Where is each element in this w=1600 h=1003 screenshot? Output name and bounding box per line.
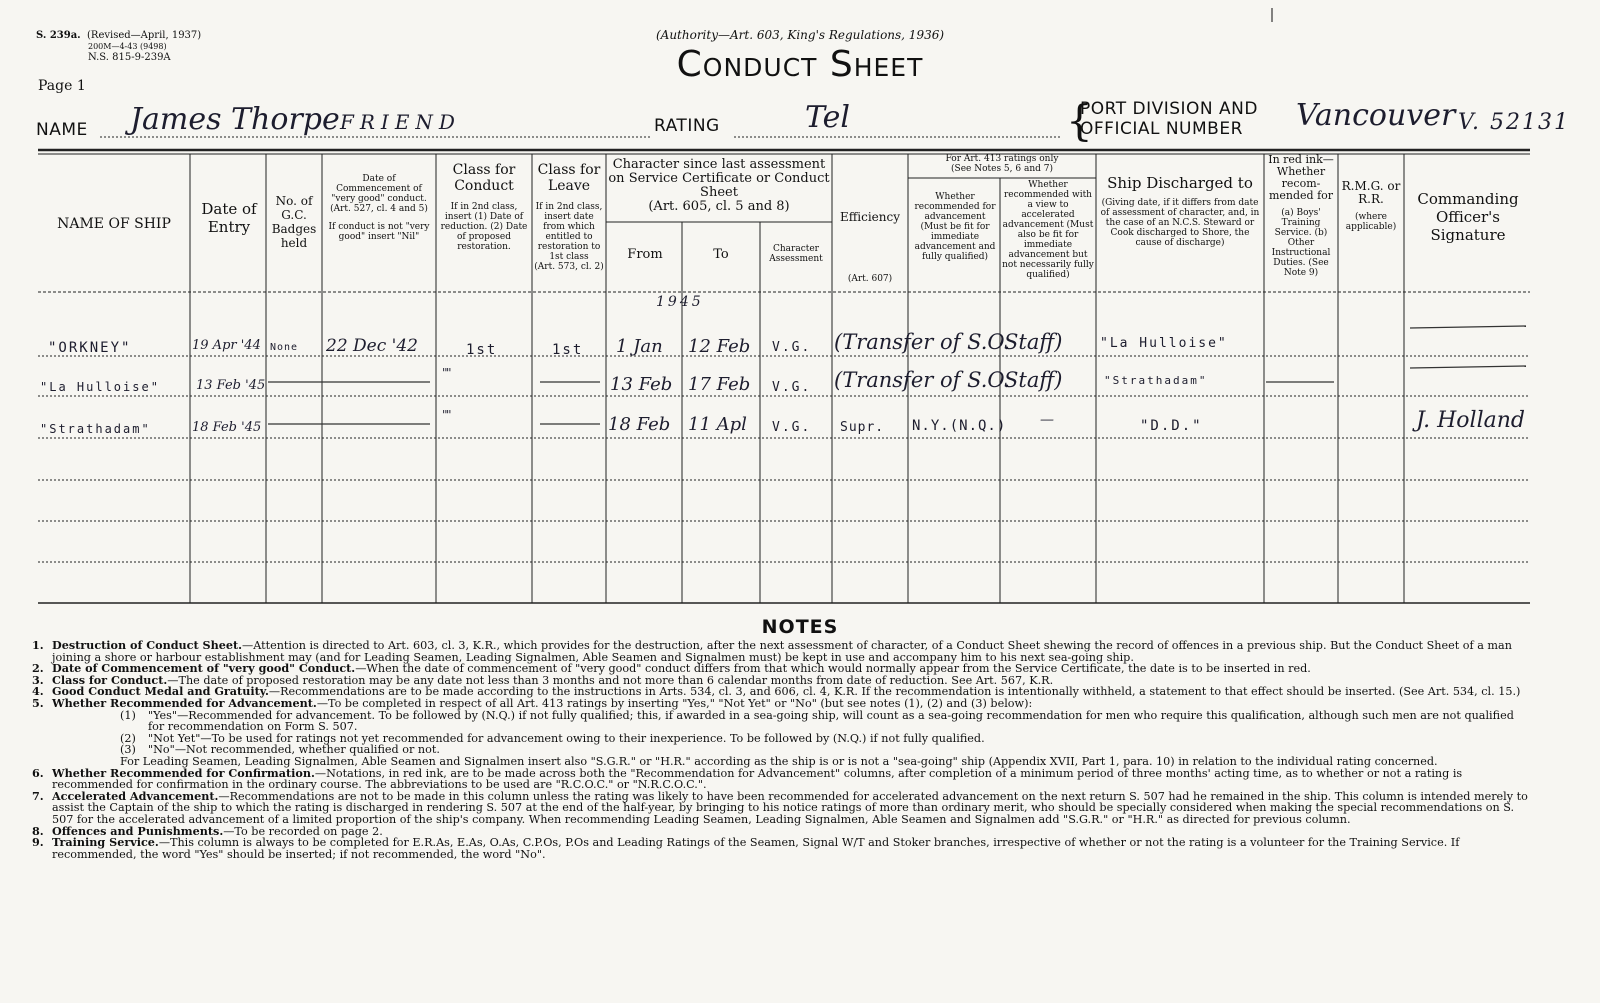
note-item bbox=[32, 640, 1532, 663]
row-to: 12 Feb bbox=[688, 336, 751, 357]
note-item bbox=[32, 837, 1532, 860]
year-note: 1945 bbox=[656, 294, 704, 310]
port-value: Vancouver bbox=[1296, 98, 1456, 133]
note-item bbox=[32, 765, 1532, 792]
row-character: V.G. bbox=[772, 340, 812, 355]
col-date-of-entry: Date of Entry bbox=[201, 200, 257, 236]
col-character bbox=[608, 158, 830, 214]
note-item bbox=[32, 695, 1532, 710]
row-ship: "La Hulloise" bbox=[40, 380, 160, 394]
note-text: —To be completed in respect of all Art. 413 ratings by inserting "Yes," "Not Yet" or "No" (but see notes (1), (2) and (3) below): bbox=[316, 696, 1033, 710]
note-heading: Training Service. bbox=[52, 835, 159, 850]
form-number: S. 239a. bbox=[36, 30, 81, 41]
row-class-conduct: 1st bbox=[466, 342, 498, 358]
col-very-good-note: If conduct is not "very good" insert "Nil" bbox=[328, 222, 430, 242]
col-ship-discharged-note: (Giving date, if it differs from date of assessment of character, and, in the case of an N.C.S. Steward or Cook discharged to Shore, the cause of discharge) bbox=[1100, 198, 1260, 248]
col-class-conduct-note: If in 2nd class, insert (1) Date of reduction. (2) Date of proposed restoration. bbox=[440, 202, 528, 252]
col-from: From bbox=[627, 247, 663, 262]
note-text: —The date of proposed restoration may be any date not less than 3 months and not more than 6 calendar months from date of reduction. See Art. 567, K.R. bbox=[167, 673, 1054, 687]
col-efficiency-ref: (Art. 607) bbox=[847, 274, 893, 284]
col-class-leave-title: Class for Leave bbox=[537, 162, 601, 194]
row-efficiency: (Transfer of S.O. bbox=[834, 368, 1011, 392]
note-heading: Destruction of Conduct Sheet. bbox=[52, 638, 243, 652]
note-number: 2. bbox=[32, 661, 44, 676]
note-number: 7. bbox=[32, 788, 44, 803]
port-label-1: PORT DIVISION AND bbox=[1080, 99, 1258, 119]
ns-reference: N.S. 815-9-239A bbox=[88, 52, 171, 63]
note-sub-number: (2) bbox=[120, 731, 136, 745]
note-text: —Recommendations are not to be made in this column unless the rating was likely to have been recommended for accelerated advancement on the next return S. 507 had he remained in the ship. This column is intended merely to assist the Captain of the ship to which the rating is discharged in rendering S. 507 at the end of the half-year, by bringing to his notice ratings of more than ordinary merit, who should be specially considered when making the special recommendations on S. 507 for the accelerated advancement of a limited proportion of the ship's company. When recommending Leading Seamen, Leading Signalmen, Able Seamen and Signalmen add "S.G.R." or "H.R." as directed for previous column. bbox=[52, 789, 1528, 826]
note-number: 5. bbox=[32, 695, 44, 710]
row-class-conduct: " bbox=[446, 408, 452, 422]
row-character: V.G. bbox=[772, 420, 812, 435]
note-heading: Whether Recommended for Advancement. bbox=[52, 695, 317, 710]
row-very-good: 22 Dec '42 bbox=[326, 336, 418, 356]
row-to: 17 Feb bbox=[688, 374, 751, 395]
col-art413 bbox=[910, 154, 1094, 174]
rating-label: RATING bbox=[654, 116, 720, 136]
col-class-conduct bbox=[438, 162, 530, 252]
col-efficiency: Efficiency bbox=[839, 210, 900, 224]
col-whether-advancement: Whether recommended for advancement (Must be fit for immediate advancement and fully qualified) bbox=[914, 192, 996, 262]
note-heading: Whether Recommended for Confirmation. bbox=[52, 765, 315, 780]
page-number: Page 1 bbox=[38, 78, 86, 94]
col-ship-discharged-title: Ship Discharged to bbox=[1107, 174, 1253, 192]
name-surname-value: FRIEND bbox=[340, 110, 461, 134]
col-character-assessment: Character Assessment bbox=[769, 244, 823, 264]
row-very-good: " bbox=[442, 366, 448, 380]
note-heading: Date of Commencement of "very good" Conduct. bbox=[52, 661, 356, 676]
col-co-signature: Commanding Officer's Signature bbox=[1417, 190, 1519, 244]
note-heading: Class for Conduct. bbox=[52, 672, 168, 687]
col-red-ink bbox=[1266, 154, 1336, 278]
note-text: —When the date of commencement of "very good" conduct differs from that which would normally appear from the Service Certificate, the date is to be inserted in red. bbox=[355, 662, 1311, 676]
official-number-value: V. 52131 bbox=[1458, 110, 1571, 135]
col-class-leave bbox=[534, 162, 604, 272]
row-to: 11 Apl bbox=[688, 414, 747, 435]
name-label: NAME bbox=[36, 120, 88, 140]
col-rmg-note: (where applicable) bbox=[1345, 212, 1397, 232]
col-art413-ref: (See Notes 5, 6 and 7) bbox=[951, 164, 1053, 174]
rating-value: Tel bbox=[805, 100, 851, 135]
row-advancement: N.Y.(N.Q.) bbox=[912, 418, 1007, 434]
note-number: 3. bbox=[32, 672, 44, 687]
row-entry: 18 Feb '45 bbox=[192, 420, 262, 435]
col-character-title: Character since last assessment on Service Certificate or Conduct Sheet bbox=[608, 157, 830, 200]
row-very-good: " bbox=[442, 408, 448, 422]
col-ship-discharged bbox=[1098, 174, 1262, 248]
row-ship: "ORKNEY" bbox=[48, 340, 132, 356]
print-reference: 200M—4-43 (9498) bbox=[88, 42, 167, 51]
col-red-ink-note: (a) Boys' Training Service. (b) Other Instructional Duties. (See Note 9) bbox=[1271, 208, 1331, 278]
row-class-leave: 1st bbox=[552, 342, 584, 358]
col-rmg bbox=[1340, 180, 1402, 232]
row-discharged: "D.D." bbox=[1140, 418, 1203, 434]
col-gc-badges: No. of G.C. Badges held bbox=[271, 194, 317, 250]
row-ship: "Strathadam" bbox=[40, 422, 151, 436]
note-text: —This column is always to be completed for E.R.As, E.As, O.As, C.P.Os, P.Os and Leading Ratings of the Seamen, Signal W/T and Stoker branches, irrespective of whether or not the rating is a volunteer for the Training Service. If recommended, the word "Yes" should be inserted; if not recommended, the word "No". bbox=[52, 836, 1460, 861]
row-from: 18 Feb bbox=[608, 414, 671, 435]
row-advancement: Staff) bbox=[1004, 368, 1063, 392]
note-number: 1. bbox=[32, 638, 44, 652]
note-sub-number: (3) bbox=[120, 743, 136, 757]
note-heading: Good Conduct Medal and Gratuity. bbox=[52, 684, 269, 699]
col-class-leave-ref: (Art. 573, cl. 2) bbox=[534, 262, 604, 272]
note-sub-text: "Yes"—Recommended for advancement. To be followed by (N.Q.) if not fully qualified; this, if awarded in a sea-going ship, will count as a sea-going recommendation for men who require this qualification, although such men are not qualified for recommendation on Form S. 507. bbox=[148, 708, 1514, 734]
col-class-conduct-title: Class for Conduct bbox=[452, 162, 516, 194]
row-from: 1 Jan bbox=[616, 336, 663, 357]
row-efficiency: (Transfer of S.O. bbox=[834, 330, 1011, 354]
revised-date: (Revised—April, 1937) bbox=[87, 30, 202, 41]
notes-section bbox=[32, 640, 1532, 860]
note-number: 8. bbox=[32, 823, 44, 838]
row-character: V.G. bbox=[772, 380, 812, 395]
row-from: 13 Feb bbox=[610, 374, 673, 395]
col-very-good bbox=[326, 174, 432, 242]
port-brace: { bbox=[1066, 96, 1093, 145]
col-rmg-title: R.M.G. or R.R. bbox=[1341, 179, 1401, 206]
col-class-leave-note: If in 2nd class, insert date from which entitled to restoration to 1st class bbox=[535, 202, 603, 262]
note-text: —Recommendations are to be made according to the instructions in Arts. 534, cl. 3, and 606, cl. 4, K.R. If the recommendation is intentionally withheld, a statement to that effect should be inserted. (See Art. 534, cl. 15.) bbox=[268, 685, 1521, 699]
col-very-good-ref: (Art. 527, cl. 4 and 5) bbox=[330, 204, 428, 214]
row-badges: None bbox=[270, 342, 299, 353]
notes-title: NOTES bbox=[761, 616, 839, 638]
col-name-of-ship: NAME OF SHIP bbox=[57, 216, 171, 232]
row-accelerated: — bbox=[1040, 412, 1054, 428]
note-text: —Notations, in red ink, are to be made across both the "Recommendation for Advancement" columns, after completion of a minimum period of three months' acting time, as to whether or not a rating is recommended for confirmation in the ordinary course. The abbreviations to be used are "R.C.O.C." or "N.R.C.O.C.". bbox=[52, 766, 1463, 792]
note-subitem bbox=[32, 710, 1532, 733]
col-whether-accelerated: Whether recommended with a view to accelerated advancement (Must also be fit for immediate advancement but not necessarily fully qualified) bbox=[1002, 180, 1094, 280]
note-sub-number: (1) bbox=[120, 708, 136, 722]
row-advancement: Staff) bbox=[1004, 330, 1063, 354]
col-character-ref: (Art. 605, cl. 5 and 8) bbox=[648, 199, 790, 214]
col-to: To bbox=[713, 247, 729, 262]
note-number: 9. bbox=[32, 835, 44, 850]
note-sub-text: "No"—Not recommended, whether qualified or not. bbox=[148, 743, 440, 757]
row-entry: 19 Apr '44 bbox=[192, 338, 261, 353]
col-red-ink-title: In red ink— Whether recom- mended for bbox=[1268, 153, 1334, 202]
note-text: —Attention is directed to Art. 603, cl. 3, K.R., which provides for the destruction, after the next assessment of character, of a Conduct Sheet shewing the record of offences in a previous ship. But the Conduct Sheet of a man joining a shore or harbour establishment may (and for Leading Seamen, Leading Signalmen, Able Seamen and Signalmen must) be kept in use and accompany him to his next sea-going ship. bbox=[52, 639, 1512, 664]
name-given-value: James Thorpe bbox=[130, 102, 340, 137]
authority-line: (Authority—Art. 603, King's Regulations, 1936) bbox=[655, 28, 945, 42]
row-entry: 13 Feb '45 bbox=[196, 378, 266, 393]
note-sub-text: "Not Yet"—To be used for ratings not yet recommended for advancement owing to their inexperience. To be followed by (N.Q.) if not fully qualified. bbox=[148, 731, 985, 745]
row-signature: J. Holland bbox=[1416, 408, 1525, 433]
page-title: Conduct Sheet bbox=[676, 44, 924, 85]
row-efficiency: Supr. bbox=[840, 420, 885, 435]
note-heading: Offences and Punishments. bbox=[52, 823, 224, 838]
note-number: 4. bbox=[32, 684, 44, 699]
row-discharged: "La Hulloise" bbox=[1100, 336, 1228, 351]
note-text: —To be recorded on page 2. bbox=[223, 824, 383, 838]
note-heading: Accelerated Advancement. bbox=[52, 788, 219, 803]
row-discharged: "Strathadam" bbox=[1104, 374, 1208, 387]
row-class-conduct: " bbox=[446, 366, 452, 380]
port-label-2: OFFICIAL NUMBER bbox=[1080, 119, 1243, 139]
note-5-tail: For Leading Seamen, Leading Signalmen, Able Seamen and Signalmen insert also "S.G.R." or "H.R." according as the ship is or is not a "sea-going" ship (Appendix XVII, Part 1, para. 10) in relation to the individual rating concerned. bbox=[120, 754, 1438, 768]
note-item bbox=[32, 788, 1532, 826]
note-number: 6. bbox=[32, 765, 44, 780]
col-art413-title: For Art. 413 ratings only bbox=[945, 154, 1059, 164]
col-very-good-title: Date of Commencement of "very good" conduct. bbox=[331, 174, 427, 204]
